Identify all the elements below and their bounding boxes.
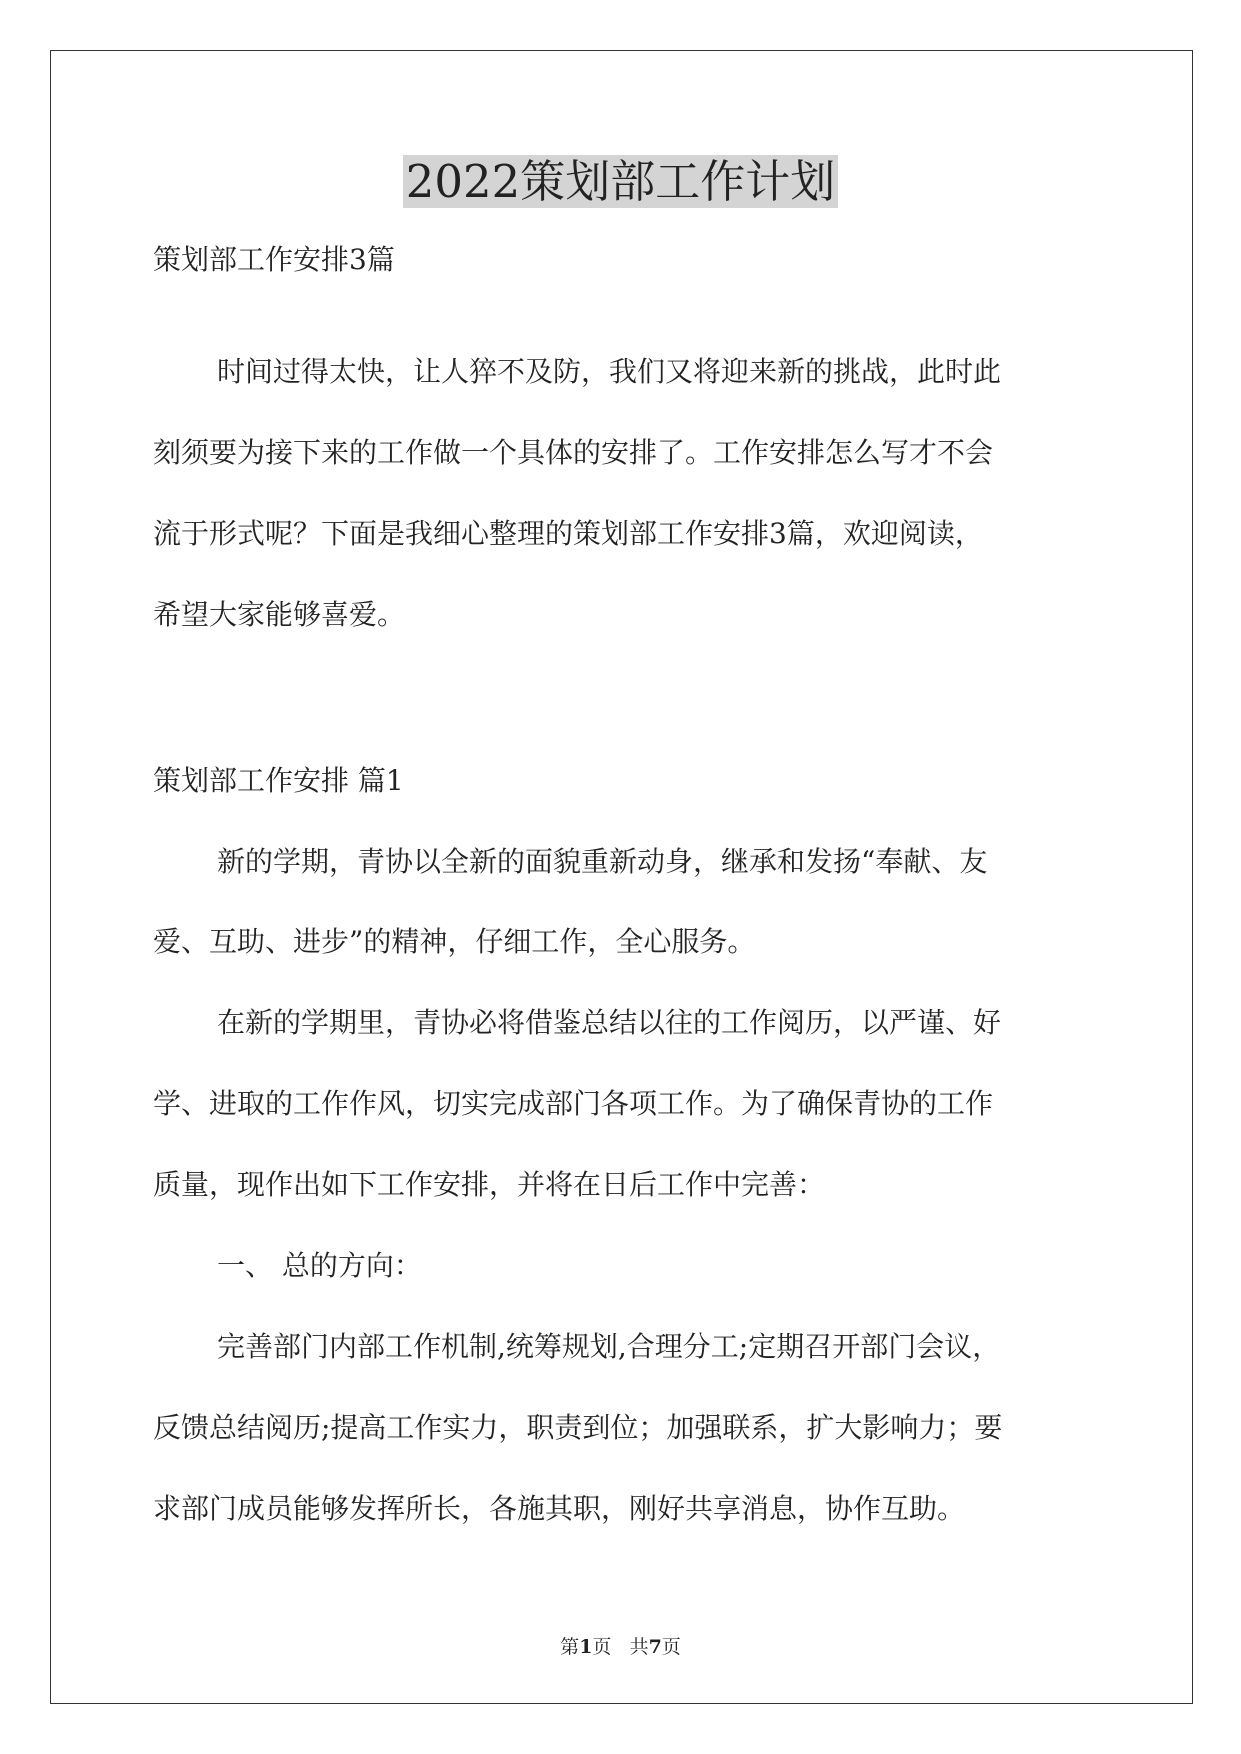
page-footer	[0, 1634, 1241, 1660]
document-title	[0, 150, 1241, 214]
section-heading: 策划部工作安排 篇1	[153, 764, 404, 797]
section-line-9: 求部门成员能够发挥所长，各施其职，刚好共享消息，协作互助。	[153, 1492, 966, 1525]
footer-page-prefix: 第	[560, 1636, 580, 1658]
document-title-text: 2022策划部工作计划	[403, 155, 839, 208]
section-line-5: 质量，现作出如下工作安排，并将在日后工作中完善：	[153, 1168, 826, 1201]
intro-line-2: 刻须要为接下来的工作做一个具体的安排了。工作安排怎么写才不会	[153, 436, 994, 469]
section-line-7: 完善部门内部工作机制,统筹规划,合理分工;定期召开部门会议，	[217, 1330, 1001, 1363]
section-line-6: 一、 总的方向：	[217, 1249, 422, 1282]
document-subtitle: 策划部工作安排3篇	[153, 243, 395, 276]
section-line-3: 在新的学期里，青协必将借鉴总结以往的工作阅历，以严谨、好	[217, 1006, 1002, 1039]
intro-line-4: 希望大家能够喜爱。	[153, 598, 406, 631]
footer-total-suffix: 页	[661, 1636, 681, 1658]
intro-line-3: 流于形式呢？下面是我细心整理的策划部工作安排3篇，欢迎阅读，	[153, 517, 983, 550]
footer-page-number: 1	[579, 1636, 593, 1658]
section-line-4: 学、进取的工作作风，切实完成部门各项工作。为了确保青协的工作	[153, 1087, 994, 1120]
section-line-1: 新的学期，青协以全新的面貌重新动身，继承和发扬“奉献、友	[217, 845, 988, 878]
intro-line-1: 时间过得太快，让人猝不及防，我们又将迎来新的挑战，此时此	[217, 355, 1002, 388]
section-line-8: 反馈总结阅历;提高工作实力，职责到位；加强联系，扩大影响力；要	[153, 1411, 1003, 1444]
footer-total-pages: 7	[648, 1636, 662, 1658]
footer-page-suffix: 页	[592, 1636, 612, 1658]
footer-total-prefix: 共	[629, 1636, 649, 1658]
section-line-2: 爱、互助、进步”的精神，仔细工作，全心服务。	[153, 925, 756, 958]
